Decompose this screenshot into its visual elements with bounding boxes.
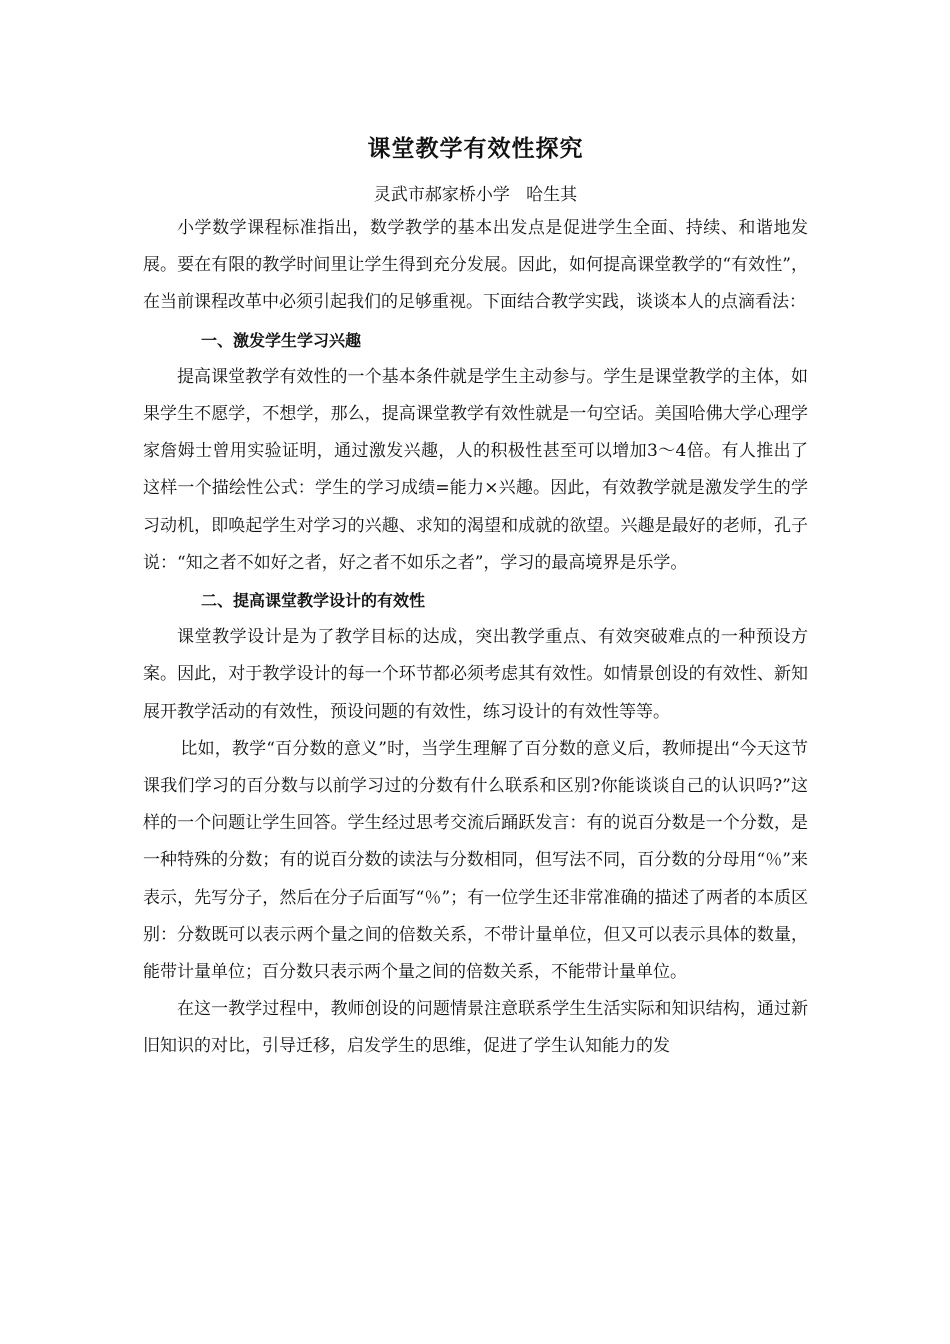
document-title: 课堂教学有效性探究 [367, 136, 584, 162]
section-heading-1: 一、激发学生学习兴趣 [201, 330, 362, 350]
intro-paragraph: 小学数学课程标准指出，数学教学的基本出发点是促进学生全面、持续、和谐地发展。要在有限的教学时间里让学生得到充分发展。因此，如何提高课堂教学的“有效性”，在当前课程改革中必须引起我们的足够重视。下面结合教学实践，谈谈本人的点滴看法： [143, 218, 808, 313]
example-paragraph: 比如，教学“百分数的意义”时，当学生理解了百分数的意义后，教师提出“今天这节课我们学习的百分数与以前学习过的分数有什么联系和区别?你能谈谈自己的认识吗?”这样的一个问题让学生回答。学生经过思考交流后踊跃发言：有的说百分数是一个分数，是一种特殊的分数；有的说百分数的读法与分数相同，但写法不同，百分数的分母用“％”来表示，先写分子，然后在分子后面写“％”；有一位学生还非常准确的描述了两者的本质区别：分数既可以表示两个量之间的倍数关系，不带计量单位，但又可以表示具体的数量，能带计量单位；百分数只表示两个量之间的倍数关系，不能带计量单位。 [143, 738, 808, 983]
section-1-paragraph: 提高课堂教学有效性的一个基本条件就是学生主动参与。学生是课堂教学的主体，如果学生不愿学，不想学，那么，提高课堂教学有效性就是一句空话。美国哈佛大学心理学家詹姆士曾用实验证明，通过激发兴趣，人的积极性甚至可以增加3～4倍。有人推出了这样一个描绘性公式：学生的学习成绩=能力×兴趣。因此，有效教学就是激发学生的学习动机，即唤起学生对学习的兴趣、求知的渴望和成就的欲望。兴趣是最好的老师，孔子说：“知之者不如好之者，好之者不如乐之者”，学习的最高境界是乐学。 [143, 366, 808, 573]
document-page [143, 128, 808, 1066]
section-heading-2: 二、提高课堂教学设计的有效性 [201, 591, 426, 611]
section-2-paragraph: 课堂教学设计是为了教学目标的达成，突出教学重点、有效突破难点的一种预设方案。因此，对于教学设计的每一个环节都必须考虑其有效性。如情景创设的有效性、新知展开教学活动的有效性，预设问题的有效性，练习设计的有效性等等。 [143, 627, 808, 722]
analysis-paragraph: 在这一教学过程中，教师创设的问题情景注意联系学生生活实际和知识结构，通过新旧知识的对比，引导迁移，启发学生的思维，促进了学生认知能力的发 [143, 999, 808, 1057]
document-author: 灵武市郝家桥小学 哈生其 [373, 185, 578, 205]
